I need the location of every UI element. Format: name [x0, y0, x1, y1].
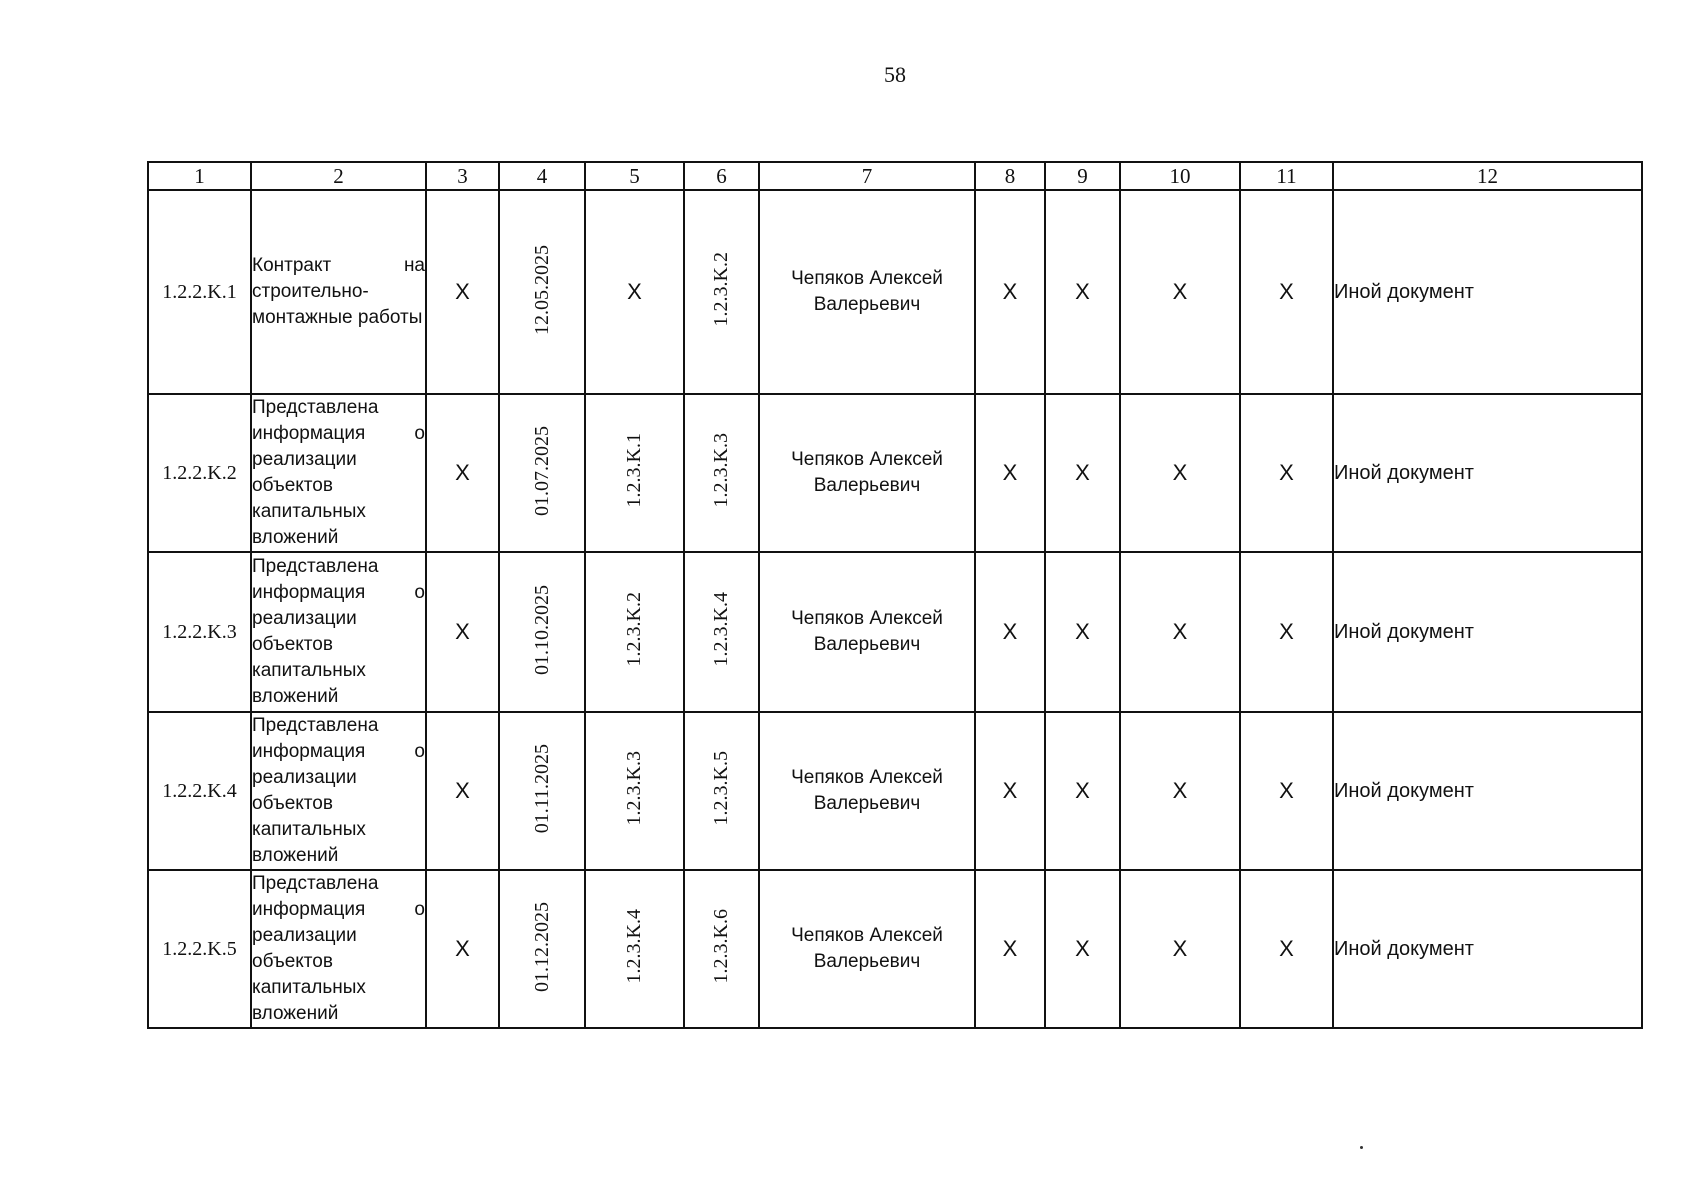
column-header: 12 [1333, 162, 1642, 190]
cell-col8: X [975, 712, 1045, 870]
row-name: Представлена информация о реализации объектов капитальных вложений [251, 394, 426, 552]
cell-col6 [684, 712, 759, 870]
cell-col10: X [1120, 712, 1240, 870]
cell-document-type: Иной документ [1333, 870, 1642, 1028]
cell-person: Чепяков Алексей Валерьевич [759, 712, 975, 870]
column-header: 2 [251, 162, 426, 190]
cell-col9: X [1045, 394, 1120, 552]
cell-col5 [585, 712, 684, 870]
scan-artifact-dot [1360, 1146, 1363, 1149]
col5-text: 1.2.3.K.2 [623, 592, 645, 667]
column-header: 3 [426, 162, 499, 190]
row-name: Контракт на строительно-монтажные работы [251, 190, 426, 394]
cell-col10: X [1120, 552, 1240, 712]
cell-col9: X [1045, 190, 1120, 394]
date-text: 01.12.2025 [530, 901, 553, 992]
row-code: 1.2.2.K.5 [148, 870, 251, 1028]
col6-text: 1.2.3.K.6 [710, 909, 732, 984]
table-row [148, 870, 1642, 1028]
date-text: 12.05.2025 [530, 244, 553, 335]
col5-text: 1.2.3.K.4 [623, 909, 645, 984]
cell-col6 [684, 552, 759, 712]
column-header: 5 [585, 162, 684, 190]
cell-col8: X [975, 394, 1045, 552]
column-header: 1 [148, 162, 251, 190]
cell-col11: X [1240, 190, 1333, 394]
cell-col6 [684, 190, 759, 394]
table-row [148, 190, 1642, 394]
cell-col10: X [1120, 870, 1240, 1028]
row-code: 1.2.2.K.3 [148, 552, 251, 712]
row-code: 1.2.2.K.4 [148, 712, 251, 870]
header-row [148, 162, 1642, 190]
cell-col9: X [1045, 552, 1120, 712]
cell-person: Чепяков Алексей Валерьевич [759, 190, 975, 394]
row-code: 1.2.2.K.1 [148, 190, 251, 394]
cell-col11: X [1240, 712, 1333, 870]
cell-col11: X [1240, 552, 1333, 712]
cell-col10: X [1120, 394, 1240, 552]
table-row [148, 394, 1642, 552]
cell-col6 [684, 870, 759, 1028]
cell-col5 [585, 552, 684, 712]
row-name: Представлена информация о реализации объектов капитальных вложений [251, 552, 426, 712]
cell-col11: X [1240, 870, 1333, 1028]
col6-text: 1.2.3.K.5 [710, 751, 732, 826]
column-header: 11 [1240, 162, 1333, 190]
cell-document-type: Иной документ [1333, 190, 1642, 394]
cell-col10: X [1120, 190, 1240, 394]
col6-text: 1.2.3.K.2 [710, 252, 732, 327]
cell-date [499, 394, 585, 552]
cell-col8: X [975, 870, 1045, 1028]
column-header: 8 [975, 162, 1045, 190]
cell-col5 [585, 870, 684, 1028]
column-header: 9 [1045, 162, 1120, 190]
date-text: 01.10.2025 [530, 584, 553, 675]
col6-text: 1.2.3.K.3 [710, 433, 732, 508]
cell-person: Чепяков Алексей Валерьевич [759, 870, 975, 1028]
cell-col3: X [426, 870, 499, 1028]
table-row [148, 712, 1642, 870]
cell-col5 [585, 394, 684, 552]
cell-person: Чепяков Алексей Валерьевич [759, 552, 975, 712]
cell-document-type: Иной документ [1333, 552, 1642, 712]
cell-col3: X [426, 712, 499, 870]
row-name: Представлена информация о реализации объектов капитальных вложений [251, 712, 426, 870]
column-header: 4 [499, 162, 585, 190]
date-text: 01.11.2025 [530, 743, 553, 834]
column-header: 10 [1120, 162, 1240, 190]
cell-col9: X [1045, 712, 1120, 870]
column-header: 7 [759, 162, 975, 190]
cell-col5: X [585, 190, 684, 394]
cell-date [499, 190, 585, 394]
page-number: 58 [884, 62, 906, 87]
cell-person: Чепяков Алексей Валерьевич [759, 394, 975, 552]
cell-col3: X [426, 394, 499, 552]
cell-col11: X [1240, 394, 1333, 552]
cell-col8: X [975, 552, 1045, 712]
cell-date [499, 870, 585, 1028]
cell-col9: X [1045, 870, 1120, 1028]
cell-document-type: Иной документ [1333, 712, 1642, 870]
column-header: 6 [684, 162, 759, 190]
cell-date [499, 712, 585, 870]
table-row [148, 552, 1642, 712]
col5-text: 1.2.3.K.3 [623, 751, 645, 826]
cell-col3: X [426, 190, 499, 394]
date-text: 01.07.2025 [530, 425, 553, 516]
col5-text: 1.2.3.K.1 [623, 433, 645, 508]
col6-text: 1.2.3.K.4 [710, 592, 732, 667]
row-name: Представлена информация о реализации объектов капитальных вложений [251, 870, 426, 1028]
document-table [147, 161, 1643, 1029]
cell-col8: X [975, 190, 1045, 394]
cell-date [499, 552, 585, 712]
cell-document-type: Иной документ [1333, 394, 1642, 552]
cell-col6 [684, 394, 759, 552]
cell-col3: X [426, 552, 499, 712]
row-code: 1.2.2.K.2 [148, 394, 251, 552]
